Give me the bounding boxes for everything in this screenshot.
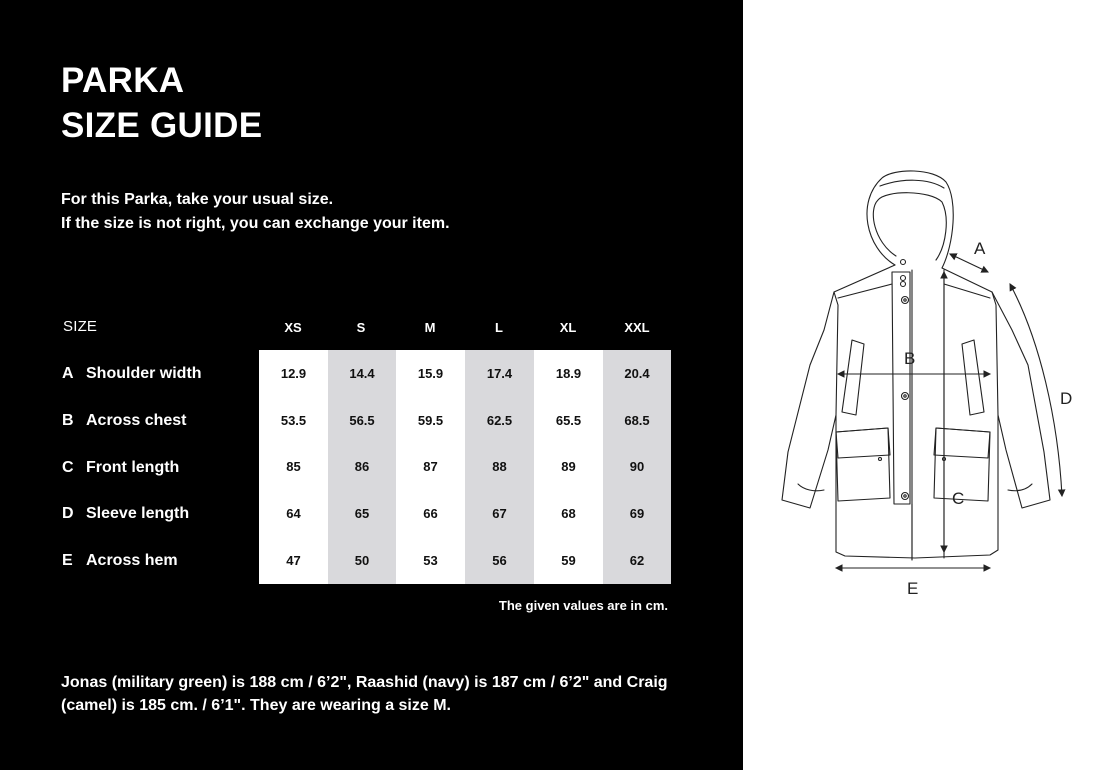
intro-line-1: For this Parka, take your usual size. <box>61 191 334 208</box>
size-value-cell: 65 <box>328 490 396 537</box>
label-e: E <box>907 579 919 598</box>
measurement-lines <box>836 254 1062 568</box>
row-label-across-chest <box>62 411 187 431</box>
row-name: Sleeve length <box>86 505 190 522</box>
size-header-xs: XS <box>284 320 302 335</box>
size-value-cell: 15.9 <box>396 350 465 397</box>
size-header-xl: XL <box>559 320 577 335</box>
size-value-cell: 20.4 <box>603 350 671 397</box>
size-value-cell: 62.5 <box>465 397 534 444</box>
size-value-cell: 85 <box>259 444 328 491</box>
intro-line-2: If the size is not right, you can exchange your item. <box>61 215 450 232</box>
size-value-cell: 50 <box>328 537 396 584</box>
row-letter: B <box>62 412 74 429</box>
size-header-xxl: XXL <box>624 320 650 335</box>
size-value-cell: 67 <box>465 490 534 537</box>
size-table <box>259 350 671 584</box>
row-name: Front length <box>86 459 180 476</box>
row-letter: E <box>62 552 73 569</box>
measurement-labels <box>904 239 1072 598</box>
size-value-cell: 18.9 <box>534 350 603 397</box>
size-value-cell: 59 <box>534 537 603 584</box>
size-value-cell: 88 <box>465 444 534 491</box>
label-c: C <box>952 489 965 508</box>
model-info: Jonas (military green) is 188 cm / 6’2", Raashid (navy) is 187 cm / 6’2" and Craig (camel) is 185 cm. / 6’1". They are wearing a size M. <box>61 674 668 714</box>
row-letter: A <box>62 365 74 382</box>
size-value-cell: 17.4 <box>465 350 534 397</box>
row-name: Across chest <box>86 412 187 429</box>
size-value-cell: 66 <box>396 490 465 537</box>
row-name: Shoulder width <box>86 365 202 382</box>
size-value-cell: 68 <box>534 490 603 537</box>
size-header-s: S <box>356 320 366 335</box>
label-b: B <box>904 349 916 368</box>
size-value-cell: 12.9 <box>259 350 328 397</box>
row-label-across-hem <box>62 551 178 571</box>
size-column-label: SIZE <box>63 318 98 335</box>
size-value-cell: 65.5 <box>534 397 603 444</box>
row-letter: C <box>62 459 74 476</box>
size-value-cell: 47 <box>259 537 328 584</box>
size-value-cell: 86 <box>328 444 396 491</box>
label-d: D <box>1060 389 1073 408</box>
label-a: A <box>974 239 986 258</box>
title-line-1: PARKA <box>61 61 185 100</box>
intro-text <box>61 188 450 236</box>
size-value-cell: 56.5 <box>328 397 396 444</box>
size-value-cell: 64 <box>259 490 328 537</box>
parka-outline <box>782 171 1050 560</box>
size-value-cell: 87 <box>396 444 465 491</box>
row-label-front-length <box>62 458 179 478</box>
size-value-cell: 53.5 <box>259 397 328 444</box>
size-value-cell: 90 <box>603 444 671 491</box>
size-value-cell: 56 <box>465 537 534 584</box>
size-header-m: M <box>424 320 436 335</box>
row-letter: D <box>62 505 74 522</box>
unit-note: The given values are in cm. <box>498 598 668 613</box>
row-label-sleeve-length <box>62 504 189 524</box>
row-name: Across hem <box>86 552 178 569</box>
row-label-shoulder-width <box>62 364 202 384</box>
size-value-cell: 53 <box>396 537 465 584</box>
size-value-cell: 14.4 <box>328 350 396 397</box>
size-value-cell: 89 <box>534 444 603 491</box>
size-value-cell: 59.5 <box>396 397 465 444</box>
parka-diagram <box>770 160 1080 600</box>
size-value-cell: 69 <box>603 490 671 537</box>
size-value-cell: 68.5 <box>603 397 671 444</box>
title-line-2: SIZE GUIDE <box>61 106 263 145</box>
size-value-cell: 62 <box>603 537 671 584</box>
size-header-l: L <box>495 320 503 335</box>
page-title <box>61 58 262 148</box>
